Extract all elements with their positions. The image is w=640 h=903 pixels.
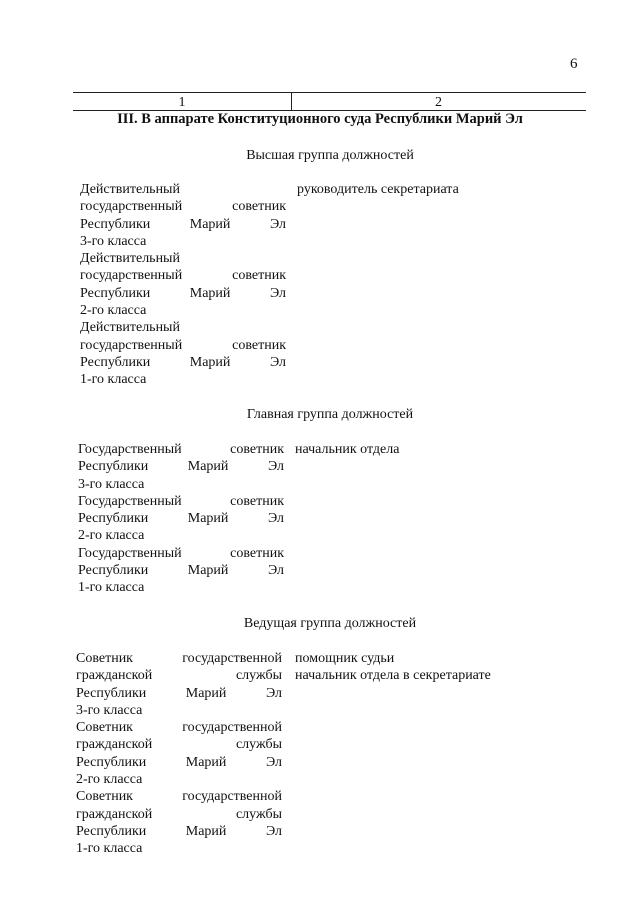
section-title: III. В аппарате Конституционного суда Республики Марий Эл — [117, 111, 523, 127]
group-title-highest: Высшая группа должностей — [246, 148, 414, 163]
rank-text: государственный советник — [80, 199, 286, 215]
table-header-top-rule — [73, 92, 586, 93]
group-title-main: Главная группа должностей — [246, 407, 414, 422]
rank-text: государственный советник — [80, 337, 286, 353]
rank-text: Республики Марий Эл — [80, 216, 286, 232]
rank-list-highest — [80, 181, 286, 389]
rank-text: Республики Марий Эл — [78, 563, 284, 579]
rank-text: государственный советник — [80, 268, 286, 284]
rank-text: Республики Марий Эл — [80, 285, 286, 301]
rank-text: Республики Марий Эл — [76, 823, 282, 839]
position-text: начальник отдела в секретариате — [295, 668, 491, 684]
rank-text: Советник государственной — [76, 789, 282, 805]
rank-list-leading — [76, 650, 282, 858]
rank-text: 2-го класса — [78, 528, 145, 544]
rank-text: 1-го класса — [76, 841, 143, 857]
rank-text: гражданской службы — [76, 737, 282, 753]
rank-text: 3-го класса — [78, 476, 145, 492]
rank-text: Республики Марий Эл — [76, 685, 282, 701]
rank-text: Советник государственной — [76, 651, 282, 666]
rank-list-main — [78, 441, 284, 597]
rank-text: 1-го класса — [78, 580, 145, 596]
position-list-leading — [295, 650, 491, 685]
rank-text: Республики Марий Эл — [78, 459, 284, 475]
position-list-main — [295, 441, 399, 458]
rank-text: 3-го класса — [80, 233, 147, 249]
rank-text: Республики Марий Эл — [76, 754, 282, 770]
rank-text: Действительный — [80, 320, 180, 336]
rank-text: гражданской службы — [76, 668, 282, 684]
rank-text: Республики Марий Эл — [80, 354, 286, 370]
rank-text: Действительный — [80, 251, 180, 267]
rank-text: Государственный советник — [78, 545, 284, 561]
page-number: 6 — [570, 56, 578, 72]
position-text: руководитель секретариата — [297, 182, 459, 197]
rank-text: Советник государственной — [76, 720, 282, 736]
rank-text: 2-го класса — [80, 303, 147, 319]
rank-text: гражданской службы — [76, 806, 282, 822]
rank-text: Государственный советник — [78, 442, 284, 457]
group-title-leading: Ведущая группа должностей — [243, 616, 417, 631]
position-text: начальник отдела — [295, 442, 400, 457]
rank-text: Действительный — [80, 182, 180, 197]
column-number-2: 2 — [435, 95, 442, 110]
position-list-highest — [297, 181, 459, 198]
rank-text: Республики Марий Эл — [78, 511, 284, 527]
rank-text: 1-го класса — [80, 372, 147, 388]
rank-text: 3-го класса — [76, 702, 143, 718]
position-text: помощник судьи — [295, 651, 395, 666]
column-number-1: 1 — [178, 95, 186, 110]
rank-text: 2-го класса — [76, 772, 143, 788]
rank-text: Государственный советник — [78, 493, 284, 509]
